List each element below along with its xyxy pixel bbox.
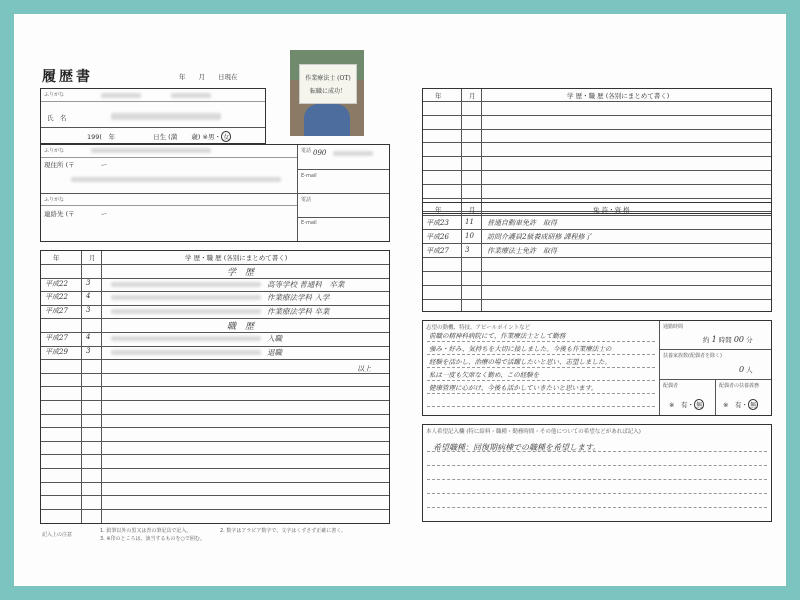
motivation-line: 私は一度も欠席なく勤め、この経験を [429, 371, 540, 379]
rule-line [41, 441, 389, 442]
history-row-text: 職 歴 [227, 322, 255, 333]
contact-label: 連絡先 (〒 ー [44, 210, 108, 218]
redacted-text [111, 282, 261, 287]
history-row-year: 平成22 [45, 293, 68, 302]
licenses-header: 免 許・資 格 [593, 206, 630, 214]
rule-line [423, 129, 771, 130]
rule-line [41, 427, 389, 428]
rule-line [41, 318, 389, 319]
contact-phone-label: 電話 [301, 197, 312, 203]
commute-label: 通勤時間 [663, 324, 684, 330]
history-row-text: 学 歴 [227, 268, 255, 278]
history-row-month: 3 [86, 305, 91, 314]
history-row-month: 4 [86, 333, 91, 341]
rule-line [427, 507, 767, 508]
redacted-text [111, 336, 261, 341]
dependents-label: 扶養家族数(配偶者を除く) [663, 353, 722, 359]
address-furigana-label: ふりがな [44, 148, 65, 154]
rule-line [41, 264, 389, 265]
rule-line [41, 509, 389, 510]
motivation-line: 前職の精神科病院にて、作業療法士として勤務 [429, 332, 566, 340]
name-furigana-label: ふりがな [44, 92, 65, 98]
redacted-text [111, 295, 261, 300]
motivation-line: 強み・好み、気持ちを大切に接しました。今後も作業療法士の [429, 345, 612, 353]
licenses-col-year: 年 [435, 206, 442, 214]
history-row-text: 以上 [357, 365, 371, 374]
license-row-text: 普通自動車免許 取得 [487, 219, 557, 227]
licenses-col-month: 月 [469, 206, 476, 214]
rule-line [41, 386, 389, 387]
license-row-text: 作業療法士免許 取得 [487, 247, 557, 255]
license-row-year: 平成23 [426, 219, 449, 227]
spouse-support-label: 配偶者の扶養義務 [719, 383, 760, 389]
resume-sheet [14, 14, 786, 586]
motivation-label: 志望の動機、特技、アピールポイントなど [426, 325, 531, 331]
redacted-text [111, 309, 261, 314]
notes-label: 記入上の注意 [42, 532, 73, 538]
rule-line [423, 198, 771, 199]
rule-line [41, 495, 389, 496]
license-row-month: 10 [465, 232, 474, 240]
rule-line [423, 229, 771, 230]
spouse-value: ※ 有・ 無 [669, 401, 703, 409]
rule-line [423, 215, 771, 216]
history-row-month: 3 [86, 278, 91, 287]
birthdate [87, 131, 231, 142]
rule-line [423, 299, 771, 300]
license-row-year: 平成27 [426, 247, 449, 255]
wishes-block [422, 424, 772, 522]
notes-line1: 1. 鉛筆以外の黒又は青の筆記具で記入。 [100, 528, 192, 534]
rule-line [41, 305, 389, 306]
spouse-label: 配偶者 [663, 383, 679, 389]
rule-line [427, 367, 655, 368]
date-label: 年 月 日現在 [179, 73, 238, 81]
history-row-month: 4 [86, 292, 91, 301]
wishes-label: 本人希望記入欄 (特に給料・職種・勤務時間・その他についての希望などがあれば記入) [426, 429, 641, 435]
dependents-value: 0 人 [739, 365, 753, 374]
history-row-year: 平成22 [45, 279, 68, 288]
photo-sign-line1: 作業療法士 (OT) [305, 75, 351, 82]
birth-text: 199( 年 [87, 133, 115, 141]
motivation-line: 健康管理に心がけ、今後も活かしていきたいと思います。 [429, 384, 598, 392]
license-row-month: 11 [465, 218, 474, 226]
notes-line3: 3. ※印のところは、該当するものを○で囲む。 [100, 536, 205, 542]
right-history-header: 学 歴・職 歴 (各別にまとめて書く) [567, 92, 670, 100]
email-label: E-mail [301, 173, 317, 179]
history-row-text: 作業療法学科 入学 [267, 293, 330, 303]
name-label: 氏 名 [47, 114, 67, 122]
rule-line [423, 271, 771, 272]
rule-line [41, 482, 389, 483]
rule-line [423, 142, 771, 143]
motivation-line: 経験を活かし、治療の場で活躍したいと思い、志望しました。 [429, 358, 611, 366]
rule-line [423, 184, 771, 185]
rule-line [427, 341, 655, 342]
rule-line [41, 359, 389, 360]
rule-line [427, 354, 655, 355]
rule-line [423, 156, 771, 157]
age-suffix: 歳) [191, 133, 201, 141]
motivation-block [422, 320, 772, 416]
history-col-month: 月 [89, 254, 96, 262]
license-row-text: 訪問介護員2級養成研修 課程修了 [487, 233, 592, 241]
phone-value: 090 [313, 149, 327, 157]
history-col-year: 年 [53, 254, 60, 262]
license-row-month: 3 [465, 246, 470, 254]
resume-title: 履歴書 [42, 69, 93, 85]
education-work-history-table [40, 250, 390, 524]
gender-label: ※男・ [202, 133, 221, 141]
rule-line [423, 243, 771, 244]
rule-line [427, 465, 767, 466]
redacted-text [111, 350, 261, 355]
spouse-support-value: ※ 有・ 無 [723, 401, 757, 409]
license-row-year: 平成26 [426, 233, 449, 241]
rule-line [41, 400, 389, 401]
contact-furigana-label: ふりがな [44, 197, 65, 203]
phone-label: 電話 [301, 148, 312, 154]
wishes-text: 希望職種：回復期病棟での職種を希望します。 [433, 443, 601, 452]
rule-line [41, 454, 389, 455]
rule-line [423, 115, 771, 116]
history-row-text: 退職 [267, 347, 282, 357]
history-row-text: 高等学校 普通科 卒業 [267, 279, 345, 289]
rule-line [423, 257, 771, 258]
commute-value: 約 1 時間 00 分 [703, 335, 753, 344]
rule-line [423, 285, 771, 286]
right-history-col-year: 年 [435, 92, 442, 100]
rule-line [427, 493, 767, 494]
rule-line [41, 291, 389, 292]
gender-selected: 女 [222, 133, 230, 141]
rule-line [427, 393, 655, 394]
history-row-year: 平成27 [45, 306, 68, 315]
right-history-col-month: 月 [469, 92, 476, 100]
right-history-table [422, 88, 772, 214]
rule-line [427, 451, 767, 452]
notes-line2: 2. 数字はアラビア数字で、文字はくずさず正確に書く。 [220, 528, 347, 534]
rule-line [41, 346, 389, 347]
rule-line [41, 414, 389, 415]
photo-sign [299, 64, 357, 104]
history-row-text: 作業療法学科 卒業 [267, 306, 330, 316]
rule-line [41, 332, 389, 333]
birth-suffix: 日生 (満 [153, 133, 178, 141]
history-row-year: 平成27 [45, 334, 68, 342]
contact-email-label: E-mail [301, 220, 317, 226]
rule-line [423, 101, 771, 102]
history-row-month: 3 [86, 346, 91, 355]
address-label: 現住所 (〒 ー [44, 161, 108, 169]
history-row-text: 入職 [267, 334, 282, 343]
history-row-year: 平成29 [45, 347, 68, 356]
applicant-photo [290, 50, 364, 136]
address-block [40, 144, 390, 242]
rule-line [427, 380, 655, 381]
rule-line [41, 468, 389, 469]
rule-line [423, 170, 771, 171]
licenses-table [422, 202, 772, 312]
history-header: 学 歴・職 歴 (各別にまとめて書く) [185, 254, 288, 262]
rule-line [41, 373, 389, 374]
rule-line [427, 406, 655, 407]
name-block [40, 88, 266, 144]
photo-sign-line2: 転職に成功！ [309, 88, 346, 95]
rule-line [427, 479, 767, 480]
